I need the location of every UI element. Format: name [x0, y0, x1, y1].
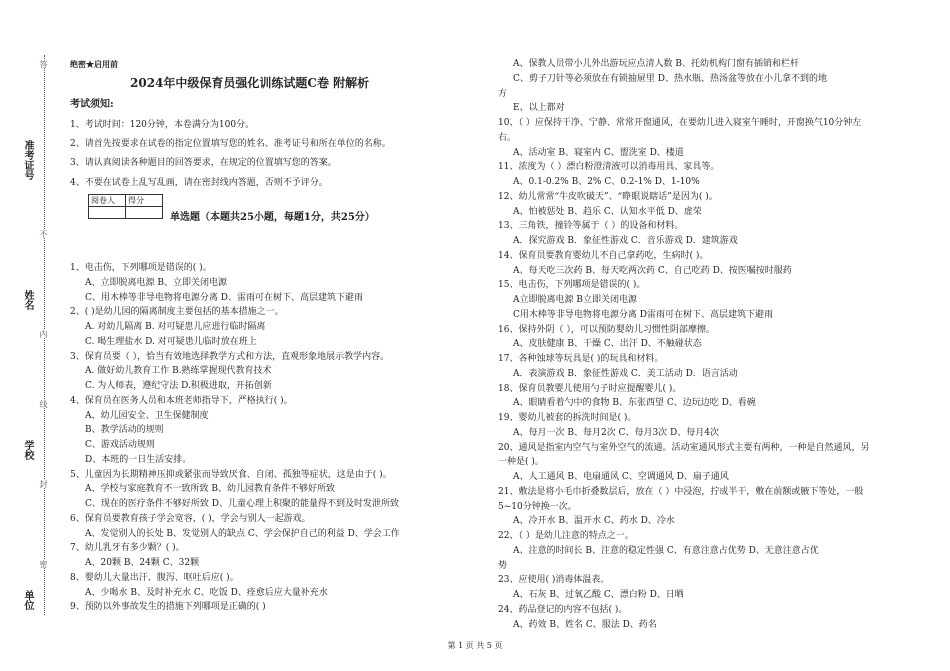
seal-word: 不	[39, 230, 48, 238]
question-line: A、学校与家庭教育不一致所致 B、幼儿园教育条件不够好所致	[85, 484, 335, 495]
question-line: A. 做好幼儿教育工作 B.熟练掌握现代教育技术	[85, 366, 272, 377]
notice-item: 4、不要在试卷上乱写乱画，请在密封线内答题，否则不予评分。	[70, 178, 328, 188]
question-line: C. 喝生理盐水 D. 对可疑患儿临时放在班上	[85, 336, 257, 347]
admission-number-label: 准考证号	[22, 140, 33, 180]
question-line: A、立即脱离电源 B、立即关闭电源	[85, 277, 227, 288]
question-line: 一种是( )。	[498, 457, 544, 468]
question-line: 6、保育员要教育孩子学会宽容，( )，学会与别人一起游戏。	[70, 513, 311, 524]
section-heading: 单选题（本题共25小题，每题1分，共25分）	[170, 212, 375, 223]
question-line: B、教学活动的规则	[85, 425, 164, 436]
question-line: A、冷开水 B、温开水 C、药水 D、冷水	[513, 516, 675, 527]
question-line: C用木棒等非导电物将电源分离 D雷雨可在树下、高层建筑下避雨	[513, 309, 773, 320]
question-line: 7、幼儿乳牙有多少颗？( )。	[70, 543, 185, 554]
question-line: 22、（ ）是幼儿注意的特点之一。	[498, 531, 634, 541]
question-line: A、每天吃三次药 B、每天吃两次药 C、自己吃药 D、按医嘱按时服药	[513, 265, 792, 276]
question-line: A、石灰 B、过氧乙酸 C、漂白粉 D、日晒	[513, 590, 684, 600]
question-line: 右。	[498, 132, 517, 143]
unit-label: 单位	[22, 590, 33, 610]
question-line: A．表演游戏 B．象征性游戏 C．美工活动 D．语言活动	[513, 368, 738, 379]
question-line: 13、三角铁，撞铃等属于（ ）的设备和材料。	[498, 221, 684, 232]
question-line: 20、通风是指室内空气与室外空气的流通。活动室通风形式主要有两种，一种是自然通风，另	[498, 442, 870, 453]
notice-item: 2、请首先按要求在试卷的指定位置填写您的姓名、准考证号和所在单位的名称。	[70, 139, 391, 149]
question-line: A、发觉别人的长处 B、发觉别人的缺点 C、学会保护自己的利益 D、学会工作	[85, 528, 400, 539]
question-line: 15、电击伤，下列哪项是错误的( )。	[498, 280, 646, 291]
question-line: 19、婴幼儿被套的拆洗时间是( )。	[498, 413, 637, 423]
question-line: A、保教人员带小儿外出游玩应点清人数 B、托幼机构门窗有插销和栏杆	[513, 59, 799, 69]
reviewer-blank	[89, 207, 126, 219]
question-line: A、人工通风 B、电扇通风 C、空调通风 D、扇子通风	[513, 472, 729, 482]
question-line: 11、浓度为（ ）漂白粉澄清液可以消毒用具、家具等。	[498, 162, 720, 173]
question-line: A、皮肤健康 B、干燥 C、出汗 D、不触碰状态	[513, 339, 702, 350]
question-line: C、游戏活动规则	[85, 440, 155, 450]
seal-word: 答	[39, 60, 48, 68]
question-line: 17、各种蚀球等玩具是( )的玩具和材料。	[498, 354, 664, 364]
question-line: A、每月一次 B、每月2次 C、每月3次 D、每月4次	[513, 427, 719, 438]
question-line: 5、儿童因为长期精神压抑或紧张而导致厌食、自闭、孤独等症状，这是由于( )。	[70, 469, 392, 480]
question-line: A立即脱离电源 B立即关闭电源	[513, 295, 637, 305]
score-cell: 得分	[126, 195, 163, 207]
question-line: 12、幼儿常常“牛皮吹破天”、“睁眼说瞎话”是因为( )。	[498, 191, 718, 202]
notice-item: 3、请认真阅读各种题目的回答要求，在规定的位置填写您的答案。	[70, 158, 337, 168]
question-line: 10、（ ）应保持干净、宁静、常常开窗通风，在要幼儿进入寝室午睡时，开窗换气10分钟左	[498, 118, 862, 128]
question-line: 14、保育员要教育婴幼儿不自己拿药吃，生病时( )。	[498, 250, 709, 261]
question-line: 4、保育员在医务人员和本班老师指导下，严格执行( )。	[70, 395, 293, 406]
score-table	[88, 194, 163, 219]
seal-word: 封	[39, 480, 48, 488]
question-line: 23、应使用( )消毒体温表。	[498, 575, 610, 586]
question-line: C、现在的医疗条件不够好所致 D、儿童心理上积聚的能量得不到及时发泄所致	[85, 499, 399, 509]
question-line: 5~10分钟换一次。	[498, 501, 577, 512]
question-line: 16、保持外阴（ ），可以预防婴幼儿习惯性阴部摩擦。	[498, 324, 715, 335]
question-line: A、少喝水 B、及时补充水 C、吃饭 D、痊愈后应大量补充水	[85, 587, 328, 598]
notice-item: 1、考试时间：120分钟，本卷满分为100分。	[70, 120, 255, 130]
seal-word: 内	[39, 330, 48, 338]
question-line: E、以上都对	[513, 103, 565, 114]
question-line: 18、保育员教婴儿使用勺子时应提醒婴儿( )。	[498, 383, 682, 394]
question-line: A、注意的时间长 B、注意的稳定性强 C、有意注意占优势 D、无意注意占优	[513, 545, 819, 556]
question-line: 21、敷法是将小毛巾折叠数层后，放在（ ）中浸泡，拧成半干，敷在前额或腋下等处，一般	[498, 486, 864, 497]
question-line: 9、预防以外事故发生的措施下列哪项是正确的( )	[70, 602, 266, 613]
question-line: C. 为人师表，遵纪守法 D.积极进取，开拓创新	[85, 381, 272, 391]
question-line: A、0.1-0.2% B、2% C、0.2-1% D、1-10%	[513, 177, 700, 187]
secret-mark: 绝密★启用前	[70, 59, 118, 69]
question-line: 1、电击伤，下列哪项是错误的( )。	[70, 263, 212, 273]
school-label: 学校	[22, 440, 33, 460]
question-line: 势	[498, 560, 508, 571]
page-footer: 第 1 页 共 5 页	[447, 641, 503, 650]
question-line: A、怕被惩处 B、趋乐 C、认知水平低 D、虚荣	[513, 206, 702, 217]
question-line: A、眼睛看着勺中的食物 B、东张西望 C、边玩边吃 D、看碗	[513, 398, 756, 409]
question-line: C、用木棒等非导电物将电源分离 D、雷雨可在树下、高层建筑下避雨	[85, 292, 363, 303]
question-line: 3、保育员要（ ），恰当有效地选择教学方式和方法，直观形象地展示教学内容。	[70, 351, 390, 362]
question-line: A、20颗 B、24颗 C、32颗	[85, 558, 200, 568]
question-line: A、活动室 B、寝室内 C、盥洗室 D、楼道	[513, 147, 684, 158]
question-line: C、剪子刀针等必须放在有锁抽屉里 D、热水瓶、热汤盆等放在小儿拿不到的地	[513, 73, 827, 84]
question-line: 2、( )是幼儿园的隔离制度主要包括的基本措施之一。	[70, 307, 284, 318]
seal-word: 线	[39, 400, 48, 408]
question-line: A、药效 B、姓名 C、服法 D、药名	[513, 619, 657, 630]
question-line: D、本班的一日生活安排。	[85, 454, 192, 465]
notice-heading: 考试须知:	[70, 99, 114, 110]
question-line: A．探究游戏 B．象征性游戏 C．音乐游戏 D．建筑游戏	[513, 236, 738, 246]
name-label: 姓名	[22, 290, 33, 310]
score-blank	[126, 207, 163, 219]
question-line: 24、药品登记的内容不包括( )。	[498, 604, 628, 615]
question-line: A. 对幼儿隔离 B. 对可疑患儿应进行临时隔离	[85, 322, 266, 332]
seal-word: 密	[39, 560, 48, 568]
question-line: 8、婴幼儿大量出汗、腹泻、呕吐后应( )。	[70, 572, 239, 583]
binding-margin	[0, 0, 60, 671]
reviewer-cell: 阅卷人	[89, 195, 126, 207]
question-line: 方	[498, 88, 508, 99]
page-title: 2024年中级保育员强化训练试题C卷 附解析	[130, 76, 370, 90]
question-line: A、幼儿园安全、卫生保健制度	[85, 410, 209, 421]
